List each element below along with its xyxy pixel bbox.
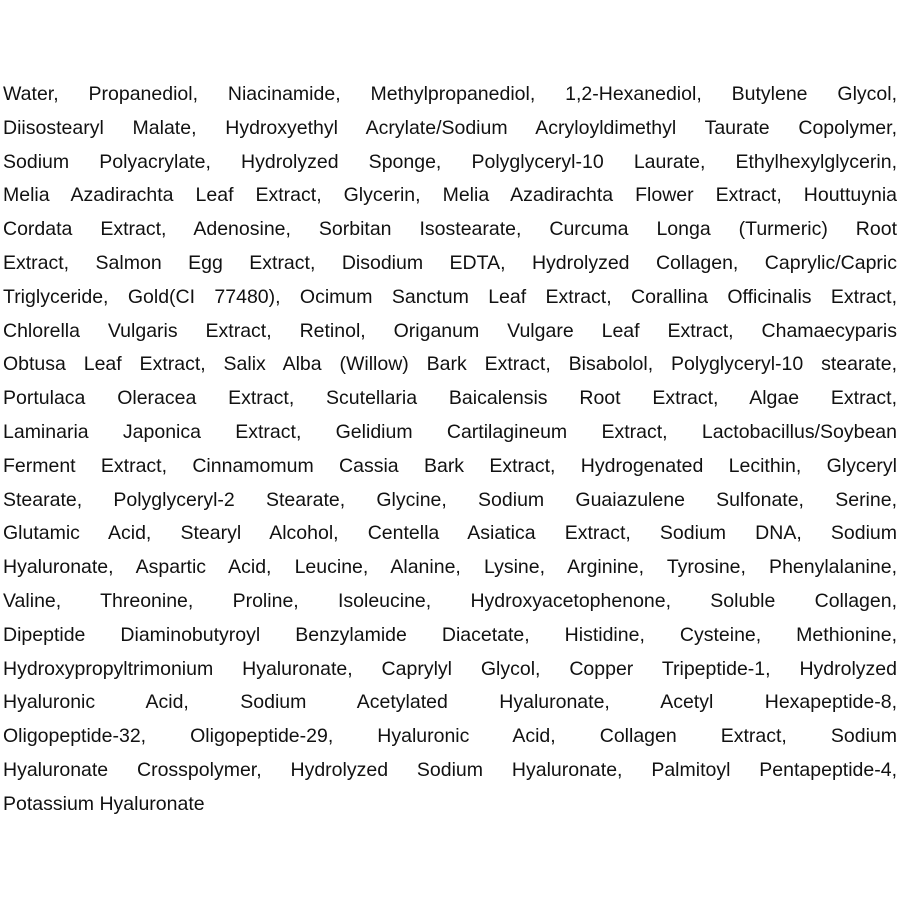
ingredients-line-17: Dipeptide Diaminobutyroyl Benzylamide Diacetate, Histidine, Cysteine, Methionine, (3, 623, 897, 646)
ingredients-line-19: Hyaluronic Acid, Sodium Acetylated Hyaluronate, Acetyl Hexapeptide-8, (3, 691, 897, 714)
ingredients-line-8: Chlorella Vulgaris Extract, Retinol, Origanum Vulgare Leaf Extract, Chamaecyparis (3, 319, 897, 342)
ingredients-line-11: Laminaria Japonica Extract, Gelidium Cartilagineum Extract, Lactobacillus/Soybean (3, 420, 897, 443)
ingredients-line-10: Portulaca Oleracea Extract, Scutellaria Baicalensis Root Extract, Algae Extract, (3, 387, 897, 410)
ingredients-line-13: Stearate, Polyglyceryl-2 Stearate, Glycine, Sodium Guaiazulene Sulfonate, Serine, (3, 488, 897, 511)
ingredients-list (3, 78, 897, 822)
ingredients-line-3: Sodium Polyacrylate, Hydrolyzed Sponge, Polyglyceryl-10 Laurate, Ethylhexylglycerin, (3, 150, 897, 173)
ingredients-line-12: Ferment Extract, Cinnamomum Cassia Bark Extract, Hydrogenated Lecithin, Glyceryl (3, 454, 897, 477)
ingredients-line-20: Oligopeptide-32, Oligopeptide-29, Hyaluronic Acid, Collagen Extract, Sodium (3, 725, 897, 748)
ingredients-line-2: Diisostearyl Malate, Hydroxyethyl Acrylate/Sodium Acryloyldimethyl Taurate Copolymer, (3, 116, 897, 139)
ingredients-line-9: Obtusa Leaf Extract, Salix Alba (Willow) Bark Extract, Bisabolol, Polyglyceryl-10 stearate, (3, 353, 897, 376)
ingredients-line-6: Extract, Salmon Egg Extract, Disodium EDTA, Hydrolyzed Collagen, Caprylic/Capric (3, 251, 897, 274)
ingredients-line-21: Hyaluronate Crosspolymer, Hydrolyzed Sodium Hyaluronate, Palmitoyl Pentapeptide-4, (3, 758, 897, 781)
ingredients-line-4: Melia Azadirachta Leaf Extract, Glycerin, Melia Azadirachta Flower Extract, Houttuynia (3, 184, 897, 207)
ingredients-line-7: Triglyceride, Gold(CI 77480), Ocimum Sanctum Leaf Extract, Corallina Officinalis Extract, (3, 285, 897, 308)
ingredients-line-1: Water, Propanediol, Niacinamide, Methylpropanediol, 1,2-Hexanediol, Butylene Glycol, (3, 83, 897, 105)
ingredients-line-14: Glutamic Acid, Stearyl Alcohol, Centella Asiatica Extract, Sodium DNA, Sodium (3, 522, 897, 545)
ingredients-line-18: Hydroxypropyltrimonium Hyaluronate, Caprylyl Glycol, Copper Tripeptide-1, Hydrolyzed (3, 657, 897, 680)
ingredients-line-16: Valine, Threonine, Proline, Isoleucine, Hydroxyacetophenone, Soluble Collagen, (3, 589, 897, 612)
ingredients-line-5: Cordata Extract, Adenosine, Sorbitan Isostearate, Curcuma Longa (Turmeric) Root (3, 218, 897, 241)
ingredients-line-15: Hyaluronate, Aspartic Acid, Leucine, Alanine, Lysine, Arginine, Tyrosine, Phenylalanine, (3, 556, 897, 579)
ingredients-line-22: Potassium Hyaluronate (3, 792, 205, 815)
